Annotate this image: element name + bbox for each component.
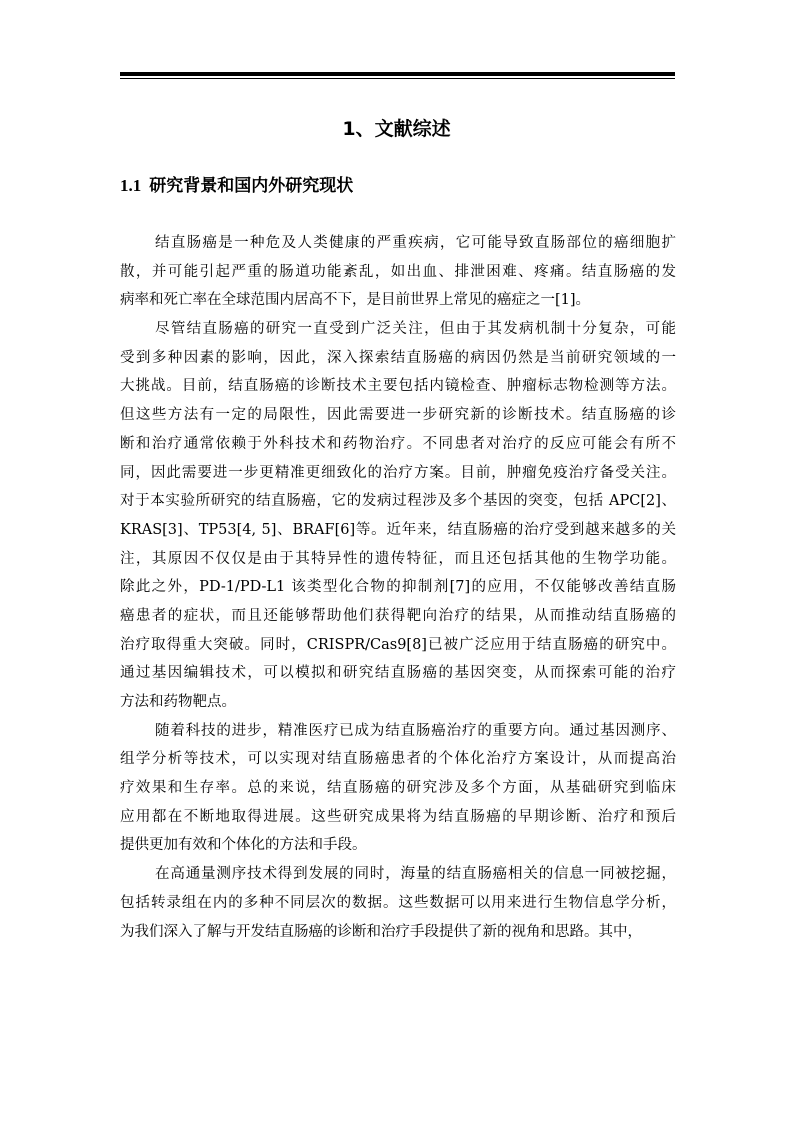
paragraph-line: 除此之外，PD-1/PD-L1 该类型化合物的抑制剂[7]的应用，不仅能够改善结直肠 xyxy=(120,579,676,596)
paragraph-line: 通过基因编辑技术，可以模拟和研究结直肠癌的基因突变，从而探索可能的治疗 xyxy=(120,665,676,682)
paragraph-line: 大挑战。目前，结直肠癌的诊断技术主要包括内镜检查、肿瘤标志物检测等方法。 xyxy=(120,378,676,395)
paragraph-line: 散，并可能引起严重的肠道功能紊乱，如出血、排泄困难、疼痛。结直肠癌的发 xyxy=(120,263,676,280)
paragraph xyxy=(120,315,676,717)
paragraph-line: 提供更加有效和个体化的方法和手段。 xyxy=(120,837,367,854)
paragraph-line: KRAS[3]、TP53[4, 5]、BRAF[6]等。近年来，结直肠癌的治疗受到越来越多的关 xyxy=(120,521,676,538)
paragraph-line: 疗效果和生存率。总的来说，结直肠癌的研究涉及多个方面，从基础研究到临床 xyxy=(120,780,676,797)
section-number: 1.1 xyxy=(120,176,142,195)
paragraph-line: 随着科技的进步，精准医疗已成为结直肠癌治疗的重要方向。通过基因测序、 xyxy=(155,722,676,739)
paragraph-line: 包括转录组在内的多种不同层次的数据。这些数据可以用来进行生物信息学分析， xyxy=(120,894,676,911)
paragraph-line: 对于本实验所研究的结直肠癌，它的发病过程涉及多个基因的突变，包括 APC[2]、 xyxy=(120,493,676,510)
paragraph-line: 癌患者的症状，而且还能够帮助他们获得靶向治疗的结果，从而推动结直肠癌的 xyxy=(120,607,676,624)
paragraph-line: 应用都在不断地取得进展。这些研究成果将为结直肠癌的早期诊断、治疗和预后 xyxy=(120,808,676,825)
paragraph xyxy=(120,717,676,860)
paragraph-line: 受到多种因素的影响，因此，深入探索结直肠癌的病因仍然是当前研究领域的一 xyxy=(120,349,676,366)
header-rule-thin xyxy=(120,78,675,79)
paragraph-line: 结直肠癌是一种危及人类健康的严重疾病，它可能导致直肠部位的癌细胞扩 xyxy=(155,235,676,251)
paragraph-line: 方法和药物靶点。 xyxy=(120,694,236,710)
paragraph-line: 为我们深入了解与开发结直肠癌的诊断和治疗手段提供了新的视角和思路。其中， xyxy=(120,923,642,940)
paragraph-line: 断和治疗通常依赖于外科技术和药物治疗。不同患者对治疗的反应可能会有所不 xyxy=(120,435,676,452)
paragraph-line: 但这些方法有一定的局限性，因此需要进一步研究新的诊断技术。结直肠癌的诊 xyxy=(120,407,676,424)
paragraph xyxy=(120,229,676,315)
paragraph-line: 病率和死亡率在全球范围内居高不下，是目前世界上常见的癌症之一[1]。 xyxy=(120,292,591,309)
section-title: 研究背景和国内外研究现状 xyxy=(149,176,354,196)
body-text xyxy=(120,229,676,946)
paragraph-line: 治疗取得重大突破。同时，CRISPR/Cas9[8]已被广泛应用于结直肠癌的研究中。 xyxy=(120,636,676,653)
paragraph xyxy=(120,860,676,946)
paragraph-line: 在高通量测序技术得到发展的同时，海量的结直肠癌相关的信息一同被挖掘， xyxy=(155,866,676,883)
paragraph-line: 同，因此需要进一步更精准更细致化的治疗方案。目前，肿瘤免疫治疗备受关注。 xyxy=(120,464,676,481)
chapter-title: 1、文献综述 xyxy=(342,118,451,140)
paragraph-line: 注，其原因不仅仅是由于其特异性的遗传特征，而且还包括其他的生物学功能。 xyxy=(120,550,676,567)
section-heading xyxy=(120,173,353,199)
header-rule-thick xyxy=(120,72,675,76)
header-rule xyxy=(120,72,675,79)
paragraph-line: 组学分析等技术，可以实现对结直肠癌患者的个体化治疗方案设计，从而提高治 xyxy=(120,751,676,768)
paragraph-line: 尽管结直肠癌的研究一直受到广泛关注，但由于其发病机制十分复杂，可能 xyxy=(155,321,676,338)
